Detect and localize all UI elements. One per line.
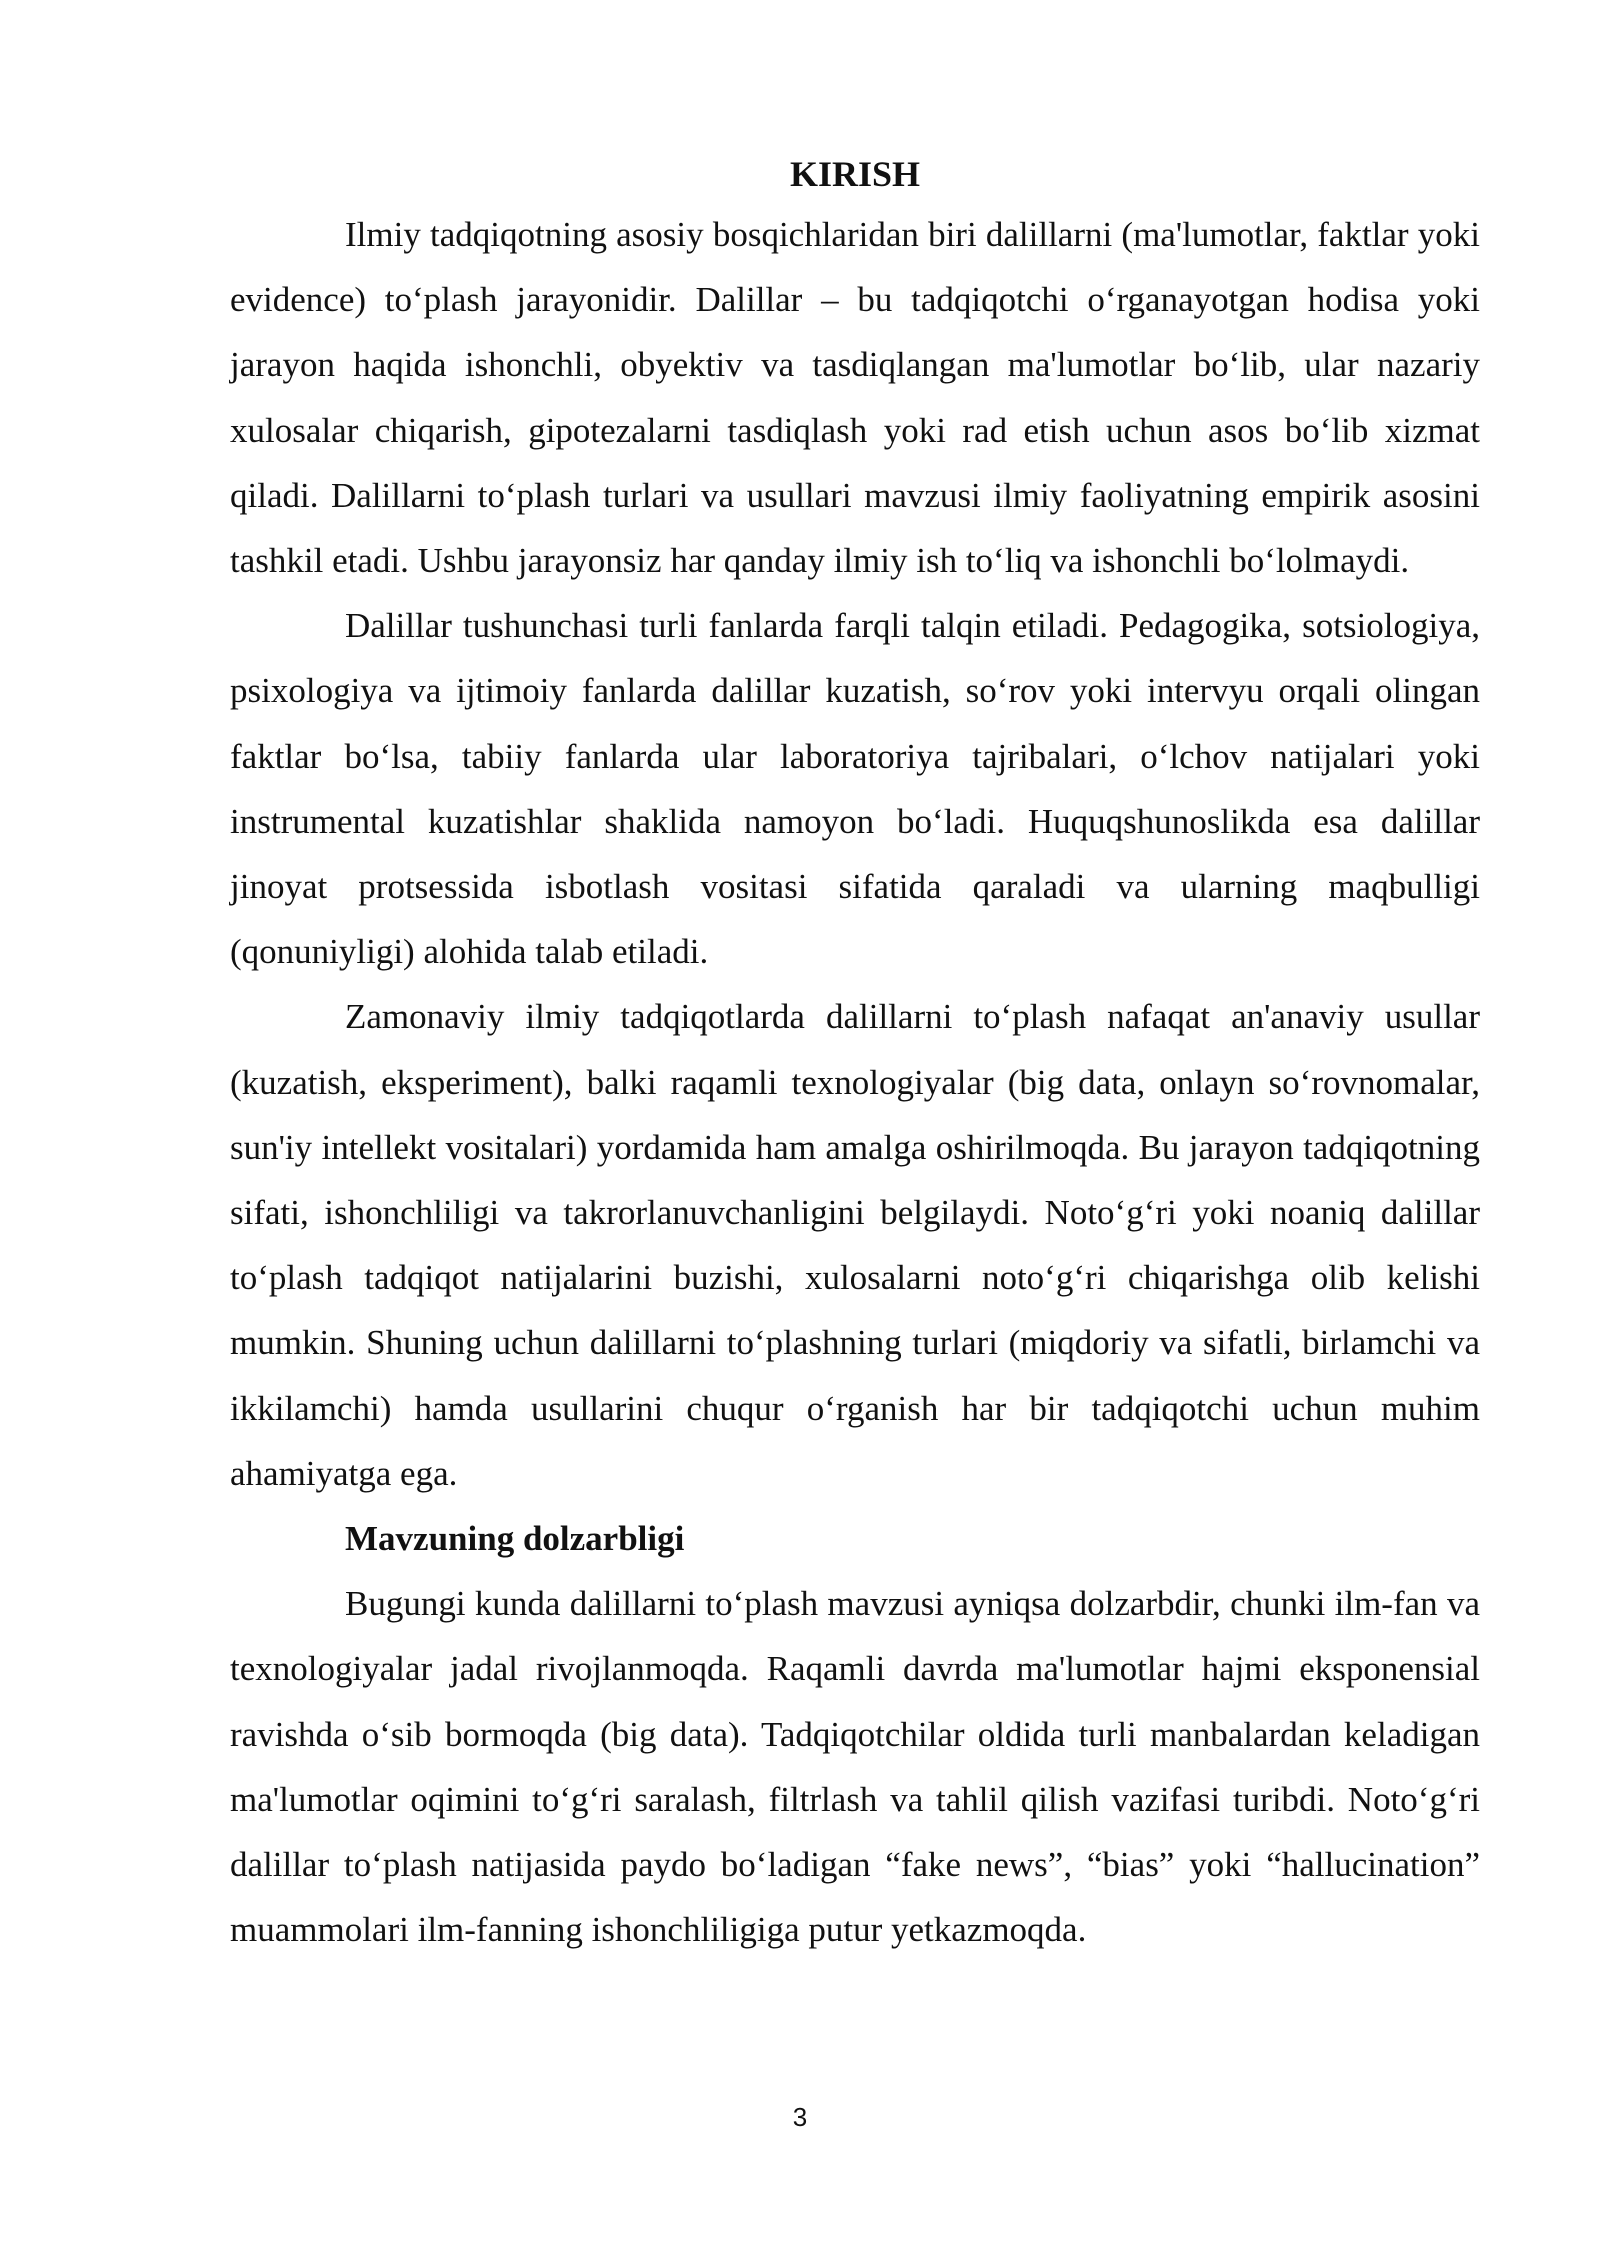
section-heading: Mavzuning dolzarbligi [345, 1519, 685, 1559]
page-title: KIRISH [789, 154, 921, 194]
page-number: 3 [792, 2102, 808, 2132]
document-page [230, 150, 1480, 1962]
intro-paragraph-1: Ilmiy tadqiqotning asosiy bosqichlaridan biri dalillarni (ma'lumotlar, faktlar yoki evidence) to‘plash jarayonidir. Dalillar – bu tadqiqotchi o‘rganayotgan hodisa yoki jarayon haqida ishonchli, obyektiv va tasdiqlangan ma'lumotlar bo‘lib, ular nazariy xulosalar chiqarish, gipotezalarni tasdiqlash yoki rad etish uchun asos bo‘lib xizmat qiladi. Dalillarni to‘plash turlari va usullari mavzusi ilmiy faoliyatning empirik asosini tashkil etadi. Ushbu jarayonsiz har qanday ilmiy ish to‘liq va ishonchli bo‘lolmaydi. [230, 215, 1480, 581]
relevance-paragraph: Bugungi kunda dalillarni to‘plash mavzusi ayniqsa dolzarbdir, chunki ilm-fan va texnologiyalar jadal rivojlanmoqda. Raqamli davrda ma'lumotlar hajmi eksponensial ravishda o‘sib bormoqda (big data). Tadqiqotchilar oldida turli manbalardan keladigan ma'lumotlar oqimini to‘g‘ri saralash, filtrlash va tahlil qilish vazifasi turibdi. Noto‘g‘ri dalillar to‘plash natijasida paydo bo‘ladigan “fake news”, “bias” yoki “hallucination” muammolari ilm-fanning ishonchliligiga putur yetkazmoqda. [230, 1584, 1480, 1950]
intro-paragraph-2: Dalillar tushunchasi turli fanlarda farqli talqin etiladi. Pedagogika, sotsiologiya, psixologiya va ijtimoiy fanlarda dalillar kuzatish, so‘rov yoki intervyu orqali olingan faktlar bo‘lsa, tabiiy fanlarda ular laboratoriya tajribalari, o‘lchov natijalari yoki instrumental kuzatishlar shaklida namoyon bo‘ladi. Huquqshunoslikda esa dalillar jinoyat protsessida isbotlash vositasi sifatida qaraladi va ularning maqbulligi (qonuniyligi) alohida talab etiladi. [230, 606, 1480, 972]
intro-paragraph-3: Zamonaviy ilmiy tadqiqotlarda dalillarni to‘plash nafaqat an'anaviy usullar (kuzatish, eksperiment), balki raqamli texnologiyalar (big data, onlayn so‘rovnomalar, sun'iy intellekt vositalari) yordamida ham amalga oshirilmoqda. Bu jarayon tadqiqotning sifati, ishonchliligi va takrorlanuvchanligini belgilaydi. Noto‘g‘ri yoki noaniq dalillar to‘plash tadqiqot natijalarini buzishi, xulosalarni noto‘g‘ri chiqarishga olib kelishi mumkin. Shuning uchun dalillarni to‘plashning turlari (miqdoriy va sifatli, birlamchi va ikkilamchi) hamda usullarini chuqur o‘rganish har bir tadqiqotchi uchun muhim ahamiyatga ega. [230, 997, 1480, 1493]
